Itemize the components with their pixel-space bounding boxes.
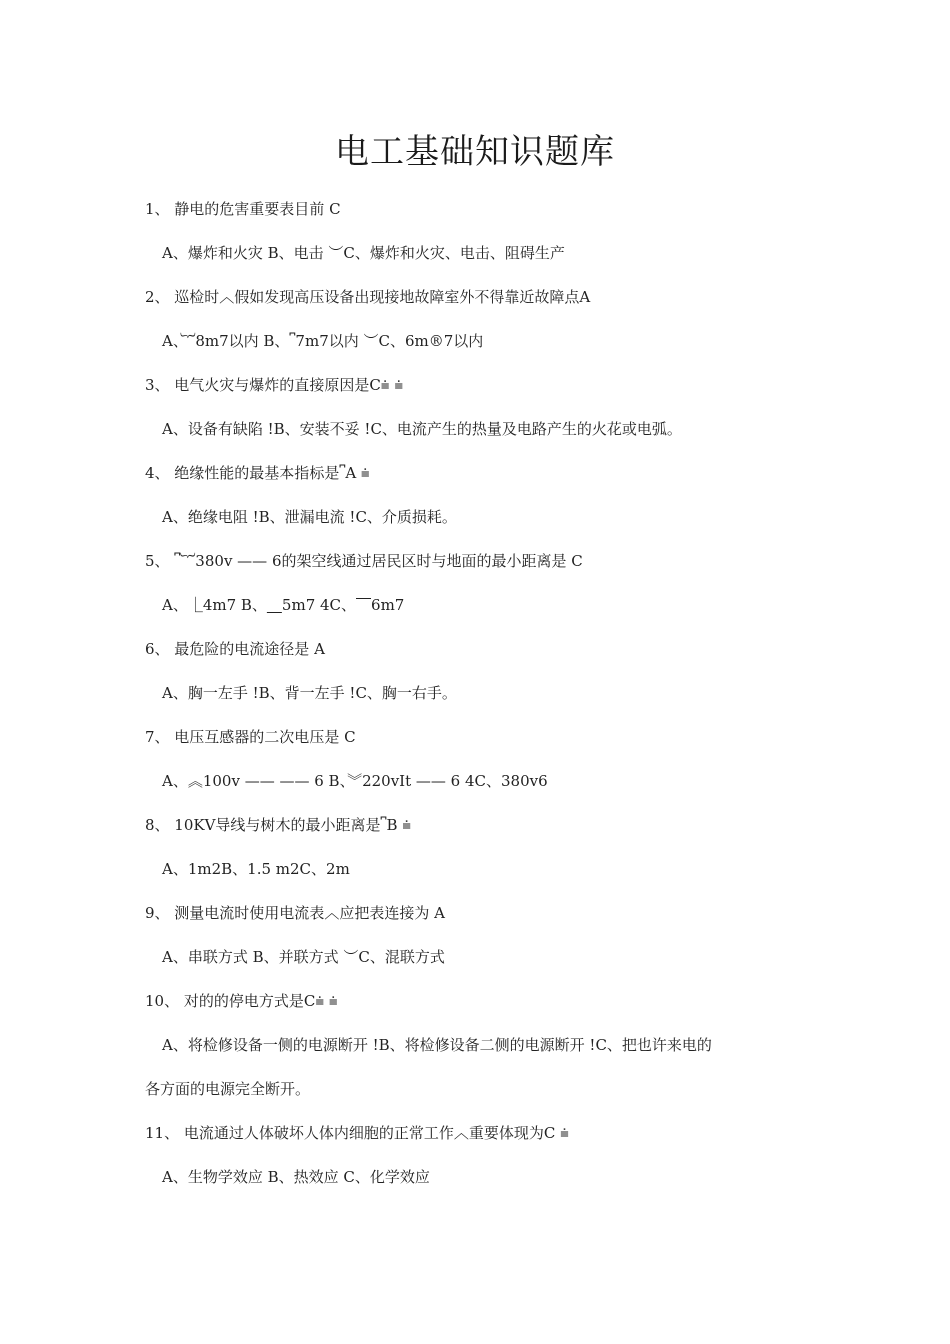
- options-9: A、串联方式 B、并联方式 ︶C、混联方式: [162, 948, 445, 966]
- question-11: 11、 电流通过人体破坏人体内细胞的正常工作︿重要体现为C ⩧: [145, 1124, 569, 1142]
- options-10-continued: 各方面的电源完全断开。: [145, 1080, 311, 1098]
- options-8: A、1m2B、1.5 m2C、2m: [162, 860, 350, 878]
- question-6: 6、 最危险的电流途径是 A: [145, 640, 325, 658]
- question-10: 10、 对的的停电方式是C⩧ ⩧: [145, 992, 338, 1010]
- question-4: 4、 绝缘性能的最基本指标是⎴A ⩧: [145, 464, 370, 482]
- question-2: 2、 巡检时︿假如发现高压设备出现接地故障室外不得靠近故障点A: [145, 288, 591, 306]
- options-4: A、绝缘电阻 !B、泄漏电流 !C、介质损耗。: [162, 508, 457, 526]
- options-5: A、⎿4m7 B、⎽5m7 4C、⎺6m7: [162, 596, 405, 614]
- options-6: A、胸一左手 !B、背一左手 !C、胸一右手。: [162, 684, 457, 702]
- question-1: 1、 静电的危害重要表目前 C: [145, 200, 341, 218]
- options-7: A、︽100v —— —— 6 B、︾220vIt —— 6 4C、380v6: [162, 772, 548, 790]
- question-7: 7、 电压互感器的二次电压是 C: [145, 728, 356, 746]
- question-5: 5、 ⎴︸380v —— 6的架空线通过居民区时与地面的最小距离是 C: [145, 552, 583, 570]
- options-3: A、设备有缺陷 !B、安装不妥 !C、电流产生的热量及电路产生的火花或电弧。: [162, 420, 682, 438]
- document-title: 电工基础知识题库: [335, 132, 615, 172]
- question-9: 9、 测量电流时使用电流表︿应把表连接为 A: [145, 904, 445, 922]
- options-11: A、生物学效应 B、热效应 C、化学效应: [162, 1168, 430, 1186]
- question-8: 8、 10KV导线与树木的最小距离是⎴B ⩧: [145, 816, 411, 834]
- options-2: A、︸8m7以内 B、⎴7m7以内 ︶C、6m®7以内: [162, 332, 484, 350]
- options-10: A、将检修设备一侧的电源断开 !B、将检修设备二侧的电源断开 !C、把也许来电的: [162, 1036, 712, 1054]
- options-1: A、爆炸和火灾 B、电击 ︶C、爆炸和火灾、电击、阻碍生产: [162, 244, 565, 262]
- question-3: 3、 电气火灾与爆炸的直接原因是C⩧ ⩧: [145, 376, 404, 394]
